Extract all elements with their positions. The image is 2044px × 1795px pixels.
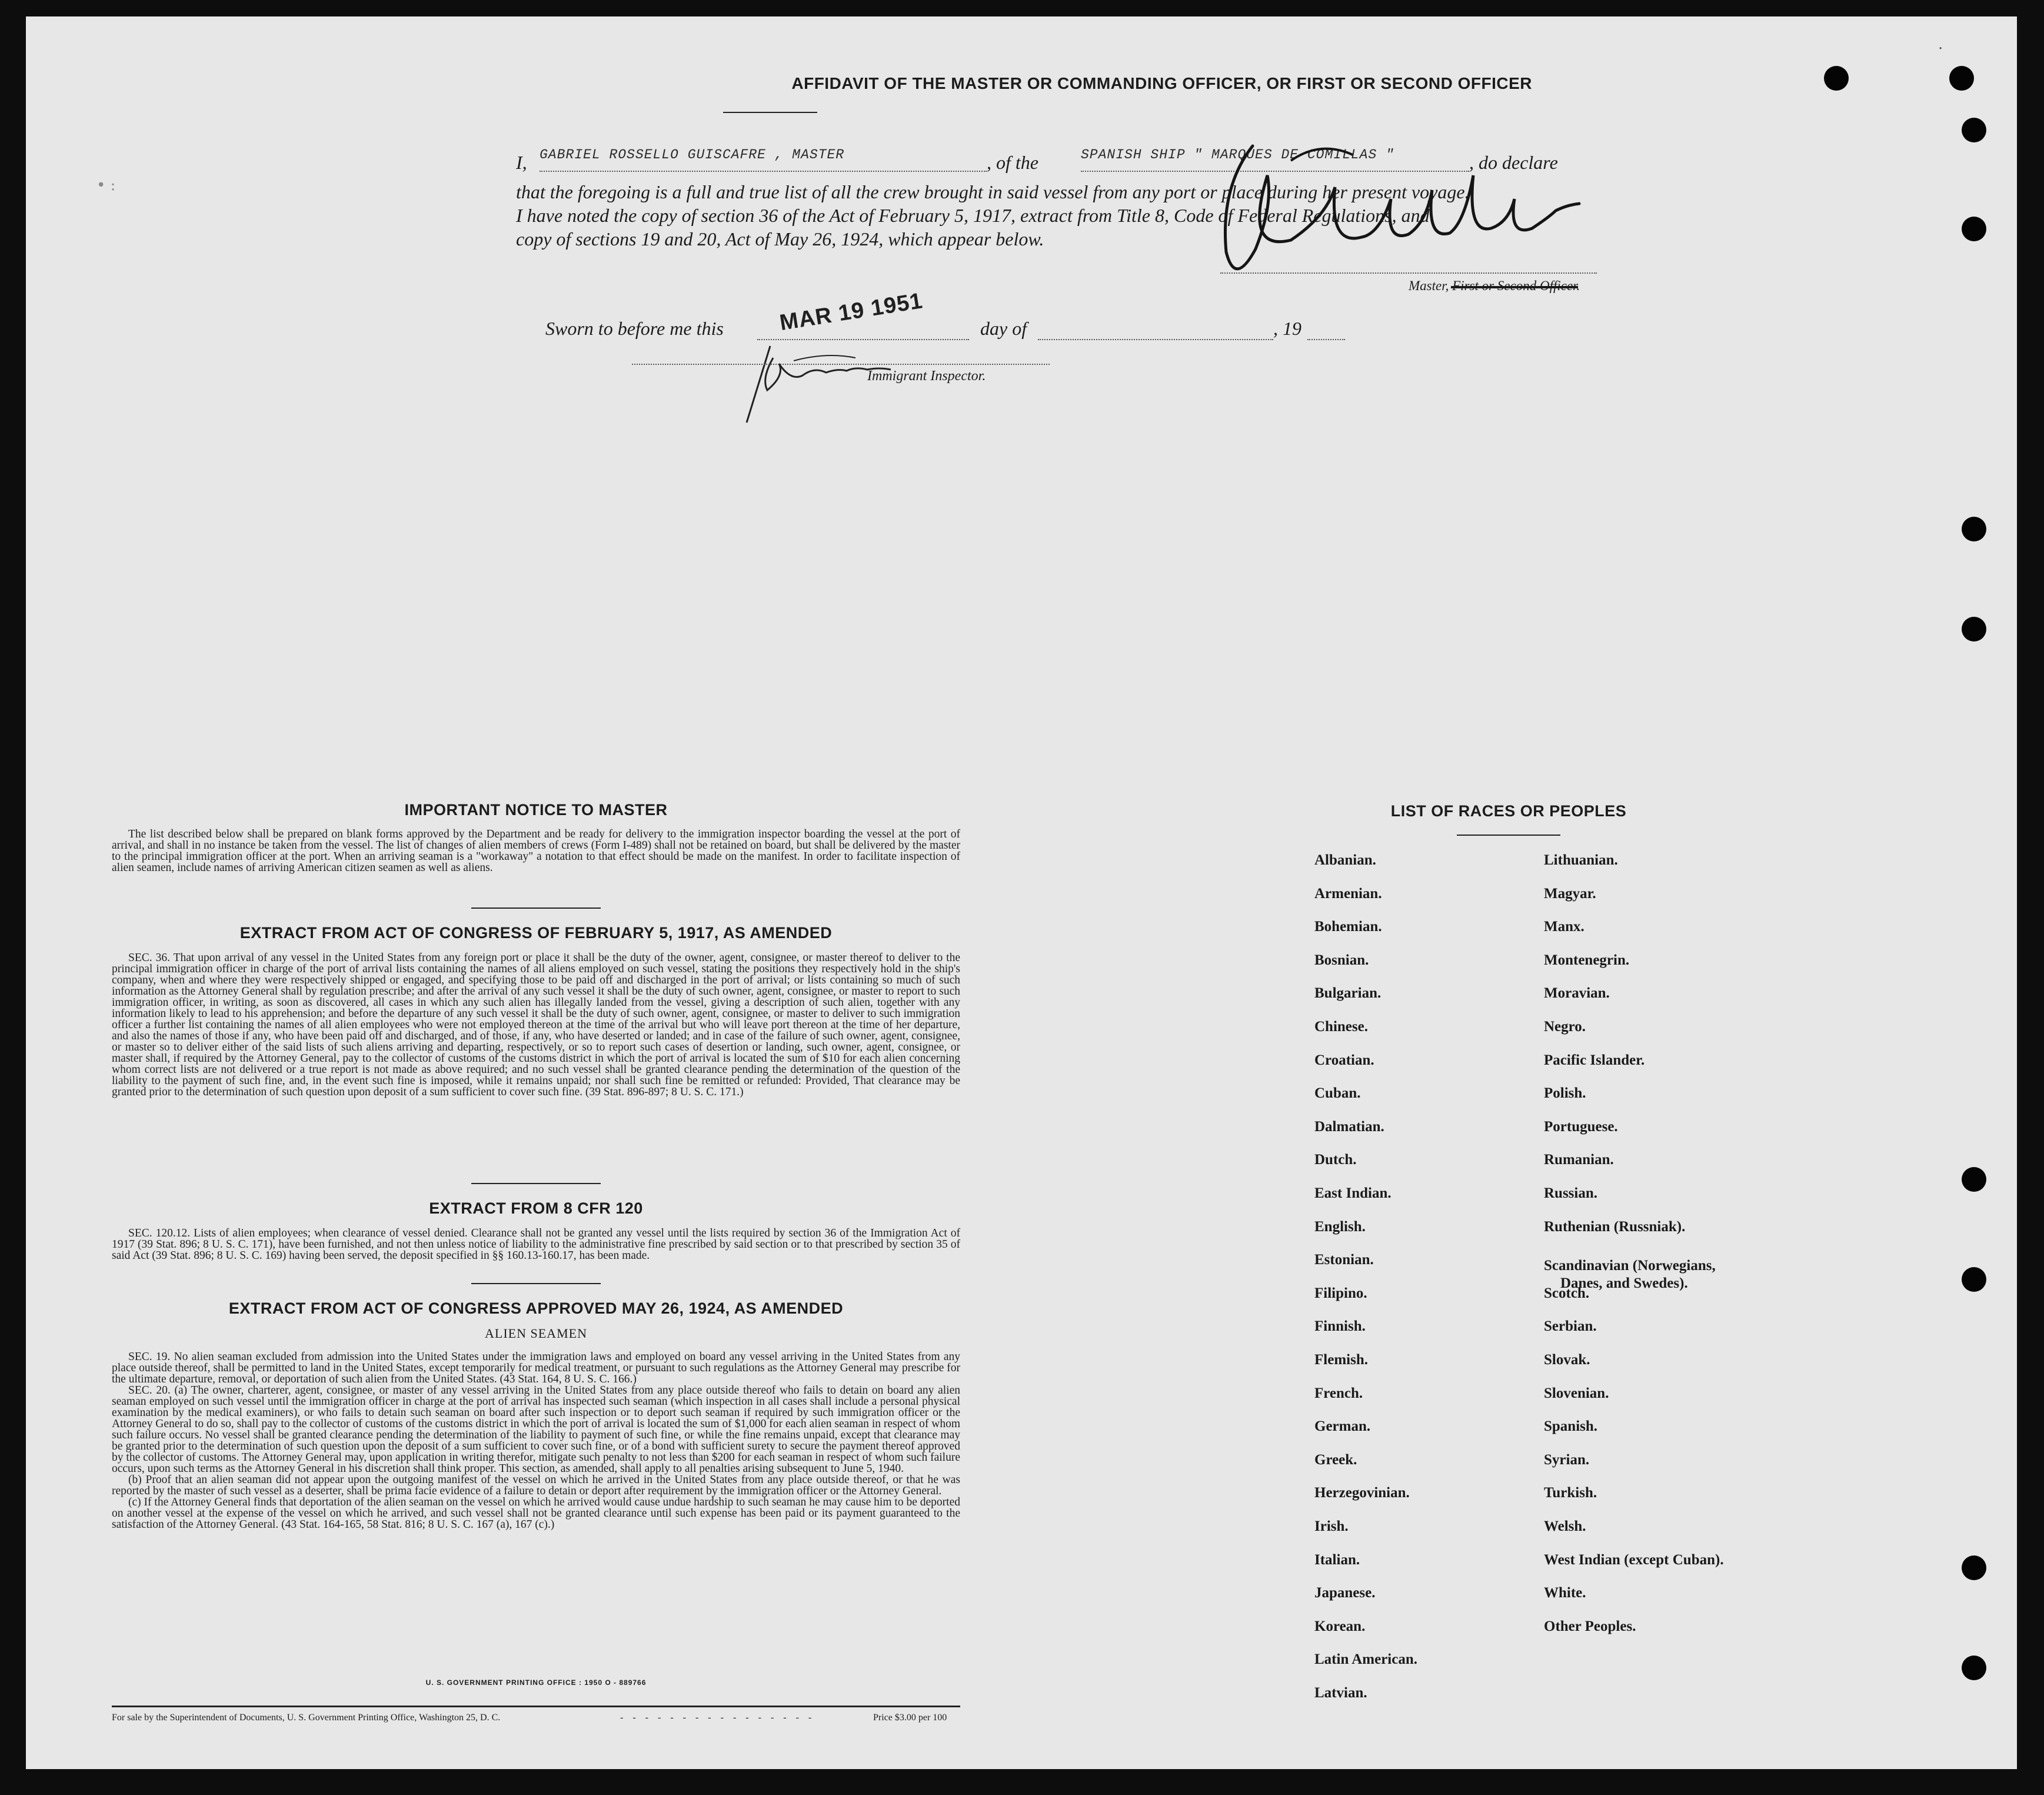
race-item: Ruthenian (Russniak). bbox=[1544, 1218, 1686, 1235]
sec-120-12-paragraph: SEC. 120.12. Lists of alien employees; when clearance of vessel denied. Clearance shall not be granted any vessel until the lists required by section 36 of the Immigration Act of 1917 (39 Stat. 896; 8 U. S. C. 171), have been furnished, and not then unless notice of liability to the administrative fine prescribed by said section or to that prescribed by section 35 of said Act (39 Stat. 896; 8 U. S. C. 169) having been served, the deposit specified in §§ 160.13-160.17, has been made. bbox=[112, 1227, 960, 1262]
race-item: Other Peoples. bbox=[1544, 1618, 1636, 1634]
inspector-caption: Immigrant Inspector. bbox=[867, 368, 986, 384]
dotted-line bbox=[632, 364, 1050, 365]
affidavit-title: AFFIDAVIT OF THE MASTER OR COMMANDING OFFICER, OR FIRST OR SECOND OFFICER bbox=[791, 74, 1532, 92]
race-item: Korean. bbox=[1314, 1618, 1366, 1634]
race-item: Estonian. bbox=[1314, 1252, 1374, 1268]
race-item: Russian. bbox=[1544, 1185, 1598, 1201]
sec-19-paragraph: SEC. 19. No alien seaman excluded from admission into the United States under the immigration laws and employed on board any vessel arriving in the United States from any place outside thereof, shall be permitted to land in the United States, except temporarily for medical treatment, or pursuant to such regulations as the Attorney General may prescribe for the ultimate departure, removal, or deportation of such alien from the United States. (43 Stat. 164, 8 U. S. C. 166.) bbox=[112, 1351, 960, 1385]
title-underline bbox=[723, 112, 817, 113]
extract-cfr-text bbox=[112, 1228, 960, 1261]
notice-paragraph: The list described below shall be prepared on blank forms approved by the Department and be ready for delivery to the immigration inspector boarding the vessel at the port of arrival, and shall in no instance be taken from the vessel. The list of changes of alien members of crews (Form I-489) shall not be retained on board, but shall be delivered by the master to the principal immigration officer at the port. When an arriving seaman is a "workaway" a notation to that effect should be made on the manifest. In order to facilitate inspection of alien seamen, include names of arriving American citizen seamen as well as aliens. bbox=[112, 828, 960, 874]
affidavit-line-4: copy of sections 19 and 20, Act of May 26, 1924, which appear below. bbox=[516, 228, 1044, 250]
race-item: Rumanian. bbox=[1544, 1152, 1614, 1168]
document-page bbox=[26, 16, 2017, 1769]
race-item: English. bbox=[1314, 1218, 1366, 1235]
punch-hole bbox=[1962, 1267, 1986, 1292]
punch-hole bbox=[1824, 66, 1849, 91]
race-item: Chinese. bbox=[1314, 1019, 1368, 1035]
dotted-line bbox=[1307, 339, 1345, 340]
race-item: Dalmatian. bbox=[1314, 1118, 1384, 1135]
do-declare-label: , do declare bbox=[1469, 152, 1558, 173]
punch-hole bbox=[1962, 118, 1986, 142]
extract-1924-text bbox=[112, 1351, 960, 1530]
vessel-name-typed: SPANISH SHIP " MARQUES DE COMILLAS " bbox=[1081, 147, 1394, 162]
race-item: German. bbox=[1314, 1418, 1371, 1435]
affidavit-line-2: that the foregoing is a full and true list of all the crew brought in said vessel from any port or place during her present voyage. bbox=[516, 181, 1470, 202]
race-item: Italian. bbox=[1314, 1551, 1360, 1568]
date-stamp: MAR 19 1951 bbox=[778, 288, 925, 336]
extract-1924-heading: EXTRACT FROM ACT OF CONGRESS APPROVED MAY 26, 1924, AS AMENDED bbox=[228, 1299, 844, 1317]
races-heading: LIST OF RACES OR PEOPLES bbox=[1390, 802, 1627, 820]
race-item: Finnish. bbox=[1314, 1318, 1366, 1335]
race-item: Turkish. bbox=[1544, 1485, 1597, 1501]
footer-rule bbox=[112, 1706, 960, 1707]
affidavit-line-3: I have noted the copy of section 36 of the Act of February 5, 1917, extract from Title 8, Code of Federal Regulations, and bbox=[516, 205, 1430, 226]
master-name-typed: GABRIEL ROSSELLO GUISCAFRE , MASTER bbox=[540, 147, 845, 162]
race-item: Pacific Islander. bbox=[1544, 1052, 1645, 1068]
i-label: I, bbox=[516, 152, 527, 173]
day-of-label: day of bbox=[980, 318, 1027, 339]
race-item: Albanian. bbox=[1314, 852, 1376, 868]
race-item: Slovenian. bbox=[1544, 1385, 1609, 1401]
race-item: Armenian. bbox=[1314, 885, 1382, 902]
race-item: Croatian. bbox=[1314, 1052, 1374, 1068]
notice-heading: IMPORTANT NOTICE TO MASTER bbox=[404, 801, 668, 819]
race-item: White. bbox=[1544, 1585, 1586, 1601]
race-item: Serbian. bbox=[1544, 1318, 1597, 1335]
punch-hole bbox=[1962, 617, 1986, 641]
section-divider bbox=[471, 1183, 601, 1184]
dotted-line bbox=[540, 171, 987, 172]
race-item: Dutch. bbox=[1314, 1152, 1357, 1168]
strike-through bbox=[1451, 286, 1578, 288]
year-label: , 19 bbox=[1273, 318, 1301, 339]
race-item: Scotch. bbox=[1544, 1285, 1590, 1301]
race-item: East Indian. bbox=[1314, 1185, 1391, 1201]
punch-hole bbox=[1949, 66, 1974, 91]
race-item: Cuban. bbox=[1314, 1085, 1361, 1102]
punch-hole bbox=[1962, 1167, 1986, 1192]
race-item: Bosnian. bbox=[1314, 952, 1369, 968]
sec-20c-paragraph: (c) If the Attorney General finds that deportation of the alien seaman on the vessel on which he arrived would cause undue hardship to such seaman he may cause him to be deported on another vessel at the expense of the vessel on which he arrived, and such vessel shall not be granted clearance until such expense has been paid or its payment guaranteed to the satisfaction of the Attorney General. (43 Stat. 164-165, 58 Stat. 816; 8 U. S. C. 167 (a), 167 (c).) bbox=[112, 1496, 960, 1531]
race-item: French. bbox=[1314, 1385, 1363, 1401]
dotted-line bbox=[1038, 339, 1273, 340]
race-item: Herzegovinian. bbox=[1314, 1485, 1410, 1501]
dotted-line bbox=[1220, 272, 1597, 274]
extract-cfr-heading: EXTRACT FROM 8 CFR 120 bbox=[429, 1199, 643, 1217]
race-item: Bulgarian. bbox=[1314, 985, 1381, 1002]
footer-price: Price $3.00 per 100 bbox=[873, 1713, 947, 1723]
corner-mark: • : bbox=[96, 177, 116, 194]
sec-36-paragraph: SEC. 36. That upon arrival of any vessel in the United States from any foreign port or place it shall be the duty of the owner, agent, consignee, or master thereof to deliver to the principal immigration officer in charge of the port of arrival lists containing the names of all aliens employed on such vessel, stating the positions they respectively hold in the ship's company, when and where they were respectively shipped or engaged, and specifying those to be paid off and discharged in the port of arrival; or lists containing so much of such information as the Attorney General shall by regulation prescribe; and after the arrival of any such vessel it shall be the duty of such owner, agent, consignee, or master to report to such immigration officer, in writing, as soon as discovered, all cases in which any such alien has illegally landed from the vessel, giving a description of such alien, together with any information likely to lead to his apprehension; and before the departure of any such vessel it shall be the duty of such owner, agent, consignee, or master to deliver to such immigration officer a further list containing the names of all alien employees who were not employed thereon at the time of the arrival but who will leave port thereon at the time of her departure, and also the names of those if any, who have been paid off and discharged, and of those, if any, who have deserted or landed; and in case of the failure of such owner, agent, consignee, or master so to deliver either of the said lists of such aliens arriving and departing, respectively, or so to report such cases of desertion or landing, such owner, agent, consignee, or master shall, if required by the Attorney General, pay to the collector of customs of the customs district in which the port of arrival is located the sum of $10 for each alien concerning whom correct lists are not delivered or a true report is not made as above required; and no such vessel shall be granted clearance pending the determination of the question of the liability to the payment of such fine, and, in the event such fine is imposed, while it remains unpaid; nor shall such fine be remitted or refunded: Provided, That clearance may be granted prior to the determination of such question upon deposit of a sum sufficient to cover such fine. (39 Stat. 896-897; 8 U. S. C. 171.) bbox=[112, 952, 960, 1098]
section-divider bbox=[471, 908, 601, 909]
race-item: Moravian. bbox=[1544, 985, 1610, 1002]
race-item: Spanish. bbox=[1544, 1418, 1598, 1435]
printing-office-line: U. S. GOVERNMENT PRINTING OFFICE : 1950 O - 889766 bbox=[425, 1678, 647, 1687]
sworn-label: Sworn to before me this bbox=[545, 318, 724, 339]
race-item: Slovak. bbox=[1544, 1352, 1590, 1368]
corner-mark: · bbox=[1938, 40, 1943, 58]
race-item: Danes, and Swedes). bbox=[1560, 1275, 1688, 1292]
footer-left: For sale by the Superintendent of Documents, U. S. Government Printing Office, Washington 25, D. C. bbox=[112, 1713, 501, 1723]
races-heading-underline bbox=[1457, 835, 1560, 836]
race-item: Scandinavian (Norwegians, bbox=[1544, 1258, 1716, 1274]
master-caption: Master, First or Second Officer. bbox=[1409, 278, 1580, 293]
race-item: Flemish. bbox=[1314, 1352, 1368, 1368]
footer-dots: - - - - - - - - - - - - - - - - bbox=[620, 1713, 815, 1723]
notice-text bbox=[112, 829, 960, 873]
punch-hole bbox=[1962, 1656, 1986, 1680]
race-item: Latin American. bbox=[1314, 1651, 1417, 1668]
race-item: Lithuanian. bbox=[1544, 852, 1618, 868]
race-item: Portuguese. bbox=[1544, 1118, 1618, 1135]
race-item: West Indian (except Cuban). bbox=[1544, 1551, 1724, 1568]
race-item: Irish. bbox=[1314, 1518, 1349, 1534]
sec-20b-paragraph: (b) Proof that an alien seaman did not appear upon the outgoing manifest of the vessel on which he arrived in the United States from any place outside thereof, or that he was reported by the master of such vessel as a deserter, shall be prima facie evidence of a failure to detain or deport after requirement by the immigration officer or the Attorney General. bbox=[112, 1474, 960, 1497]
sec-20a-paragraph: SEC. 20. (a) The owner, charterer, agent, consignee, or master of any vessel arriving in the United States from any place outside thereof who fails to detain on board any alien seaman employed on such vessel until the immigration officer in charge at the port of arrival has inspected such seaman (which inspection in all cases shall include a personal physical examination by the medical examiners), or who fails to detain such seaman on board after such inspection or to deport such seaman if required by such immigration officer or the Attorney General to do so, shall pay to the collector of customs of the customs district in which the port of arrival is located the sum of $1,000 for each alien seaman in respect of whom such failure occurs. No vessel shall be granted clearance pending the determination of the liability to payment of such fine, or while the fine remains unpaid, except that clearance may be granted prior to the determination of such question upon the deposit of a sum sufficient to cover such fine, or of a bond with sufficient surety to secure the payment thereof approved by the collector of customs. The Attorney General may, upon application in writing therefor, mitigate such penalty to not less than $200 for each seaman in respect of whom such failure occurs, upon such terms as the Attorney General in his discretion shall think proper. This section, as amended, shall apply to all penalties arising subsequent to June 5, 1940. bbox=[112, 1384, 960, 1475]
punch-hole bbox=[1962, 217, 1986, 241]
race-item: Manx. bbox=[1544, 919, 1584, 935]
race-item: Filipino. bbox=[1314, 1285, 1367, 1301]
race-item: Syrian. bbox=[1544, 1451, 1590, 1468]
extract-1917-heading: EXTRACT FROM ACT OF CONGRESS OF FEBRUARY 5, 1917, AS AMENDED bbox=[239, 924, 833, 942]
punch-hole bbox=[1962, 1555, 1986, 1580]
race-item: Bohemian. bbox=[1314, 919, 1382, 935]
race-item: Welsh. bbox=[1544, 1518, 1586, 1534]
race-item: Greek. bbox=[1314, 1451, 1357, 1468]
punch-hole bbox=[1962, 517, 1986, 541]
race-item: Japanese. bbox=[1314, 1585, 1376, 1601]
race-item: Latvian. bbox=[1314, 1685, 1367, 1701]
alien-seamen-subheading: ALIEN SEAMEN bbox=[485, 1326, 587, 1341]
race-item: Magyar. bbox=[1544, 885, 1596, 902]
race-item: Montenegrin. bbox=[1544, 952, 1630, 968]
section-divider bbox=[471, 1283, 601, 1284]
extract-1917-text bbox=[112, 952, 960, 1098]
race-item: Polish. bbox=[1544, 1085, 1586, 1102]
race-item: Negro. bbox=[1544, 1019, 1586, 1035]
of-the-label: , of the bbox=[987, 152, 1038, 173]
